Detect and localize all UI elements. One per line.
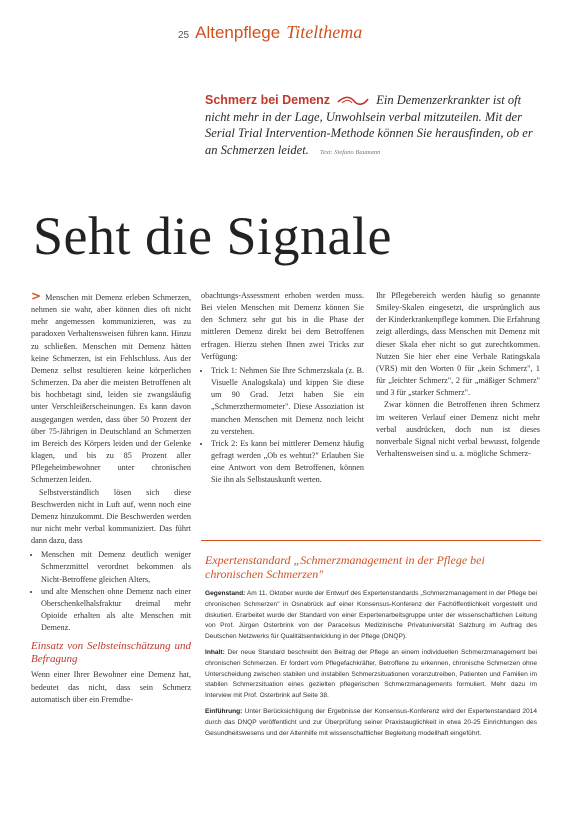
teaser (205, 92, 535, 161)
teaser-text: Ein Demenzerkrankter ist oft nicht mehr in der Lage, Unwohlsein verbal mitzuteilen. Mit der Serial Trial Intervention-Methode können Sie herausfinden, ob er an Schmerzen leidet. (205, 93, 533, 157)
subheading: Einsatz von Selbsteinschätzung und Befragung (31, 640, 191, 666)
magazine-name: Altenpflege (195, 23, 281, 42)
paragraph: Ihr Pflegebereich werden häufig so genannte Smiley-Skalen eingesetzt, die ursprünglich aus der Kinderkrankenpflege kommen. Die Erfahrung zeigt allerdings, dass Menschen mit Demenz mit dieser Skala eher nicht so gut zurechtkommen. Nutzen Sie hier eher eine Verbale Ratingskala (VRS) mit den Worten 0 für „kein Schmerz", 1 für „leichter Schmerz", 2 für „mäßiger Schmerz" und 3 für „starker Schmerz". (376, 291, 540, 398)
paragraph: Wenn einer Ihrer Bewohner eine Demenz hat, bedeutet das nicht, dass sein Schmerz automatisch über ein Fremdbe- (31, 670, 191, 704)
info-box (201, 545, 541, 785)
start-arrow-icon: > (31, 289, 42, 303)
info-label: Gegenstand: (205, 590, 246, 597)
info-label: Einführung: (205, 707, 243, 715)
info-text: Am 11. Oktober wurde der Entwurf des Expertenstandards „Schmerzmanagement in der Pflege bei chronischen Schmerzen" in Osnabrück auf einer Konsensus-Konferenz der Fachöffentlichkeit vorgestellt und diskutiert. Erarbeitet wurde der Standard von einer Expertenarbeitsgruppe unter der wissenschaftlichen Leitung von Prof. Jürgen Osterbrink von der Paracelsus Medizinische Privatuniversität Salzburg im Auftrag des Deutschen Netzwerks für Qualitätsentwicklung in der Pflege (DNQP). (205, 590, 538, 641)
bullet-list (31, 549, 191, 634)
page-header (178, 22, 362, 44)
list-item: • Trick 1: Nehmen Sie Ihre Schmerzskala (z. B. Visuelle Analogskala) und kippen Sie diese um 90 Grad. Jetzt haben Sie ein „Schmerzthermometer". Diese Assoziation ist manchen Menschen mit Demenz noch leicht zu verstehen. (211, 365, 364, 438)
headline: Seht die Signale (33, 206, 392, 266)
info-paragraph (205, 707, 537, 739)
info-text: Der neue Standard beschreibt den Beitrag der Pflege an einem individuellen Schmerzmanagement bei chronischen Schmerzen. Er fordert vom Pflegefachkräfter, Betroffene zu erkennen, chronische Schmerzen ohne Unterscheidung zwischen stabilen und instabilen Schmerzsituationen voranzutreiben, Patienten und Familien im stabilen Schmerzsituation eines gezielten pflegerischen Schmerzmanagements formuliert. Mehr dazu im Interview mit Prof. Osterbrink auf Seite 38. (205, 648, 537, 700)
swash-ornament-icon (336, 95, 370, 107)
info-paragraph (205, 589, 537, 643)
info-box-title: Expertenstandard „Schmerzmanagement in der Pflege bei chronischen Schmerzen" (205, 553, 485, 581)
info-label: Inhalt: (205, 648, 225, 656)
list-item: • Trick 2: Es kann bei mittlerer Demenz häufig gefragt werden „Ob es wehtut?" Erlauben Sie eine Antwort von dem Betroffenen, können Sie ihn als Selbstauskunft werten. (211, 438, 364, 487)
column-1 (31, 290, 191, 706)
info-paragraph (205, 648, 537, 702)
teaser-credit: Text: Stefano Baumann (319, 148, 381, 156)
paragraph-text: Menschen mit Demenz erleben Schmerzen, nehmen sie wahr, aber können dies oft nicht mehr angemessen kommunizieren, was zu paradoxen Verhaltensweisen führen kann. Hinzu zu schließen. Menschen mit Demenz hätten keine Schmerzen, ist ein Fehlschluss. Aus der Demenz selbst resultieren keine körperlichen Schmerzen. Da aber die meisten Betroffenen alt bis hochbetagt sind, leiden sie zwangsläufig unter Verschleißerscheinungen. Es kann davon ausgegangen werden, dass über 50 Prozent der über 75-Jährigen in Deutschland an Schmerzen im Bereich des Körpers leiden und der Gelenke klagen, und bis zu 85 Prozent aller Pflegeheimbewohner unter chronischen Schmerzen leiden. (31, 293, 191, 485)
paragraph (31, 290, 191, 487)
list-item: • und alte Menschen ohne Demenz nach einer Oberschenkelhalsfraktur dreimal mehr Opioide erhalten als alte Menschen mit Demenz. (41, 586, 191, 635)
column-3 (376, 290, 540, 460)
info-box-body (201, 589, 541, 739)
paragraph: Selbstverständlich lösen sich diese Beschwerden nicht in Luft auf, wenn noch eine Demenz hinzukommt. Die Beschwerden werden nur nicht mehr verbal kommuniziert. Das führt dann dazu, dass (31, 487, 191, 546)
paragraph: Zwar können die Betroffenen ihren Schmerz im weiteren Verlauf einer Demenz nicht mehr verbal ausdrücken, doch nun ist dieses nonverbale Signal nicht verbal bewusst, folgende Verhaltensweisen sind u. a. mögliche Schmerz- (376, 400, 540, 459)
paragraph: obachtungs-Assessment erhoben werden muss. Bei vielen Menschen mit Demenz können Sie den Schmerz sehr gut bis in die Phase der mittleren Demenz direkt bei dem Betroffenen erfragen. Hierzu stehen Ihnen zwei Tricks zur Verfügung: (201, 291, 364, 361)
page-number: 25 (178, 30, 190, 41)
section-name: Titelthema (286, 22, 363, 42)
box-divider (201, 540, 541, 541)
info-text: Unter Berücksichtigung der Ergebnisse der Konsensus-Konferenz wird der Expertenstandard 2014 durch das DNQP veröffentlicht und zur Überprüfung seiner Praxistauglichkeit in etwa 20-25 Einrichtungen des Gesundheitswesens und der Altenhilfe mit wissenschaftlicher Begleitung modellhaft eingeführt. (205, 707, 537, 737)
teaser-lead: Schmerz bei Demenz (205, 93, 331, 107)
list-item: • Menschen mit Demenz deutlich weniger Schmerzmittel verordnet bekommen als Nicht-Betroffene gleichen Alters, (41, 549, 191, 585)
column-2 (201, 290, 364, 489)
bullet-list (201, 365, 364, 487)
